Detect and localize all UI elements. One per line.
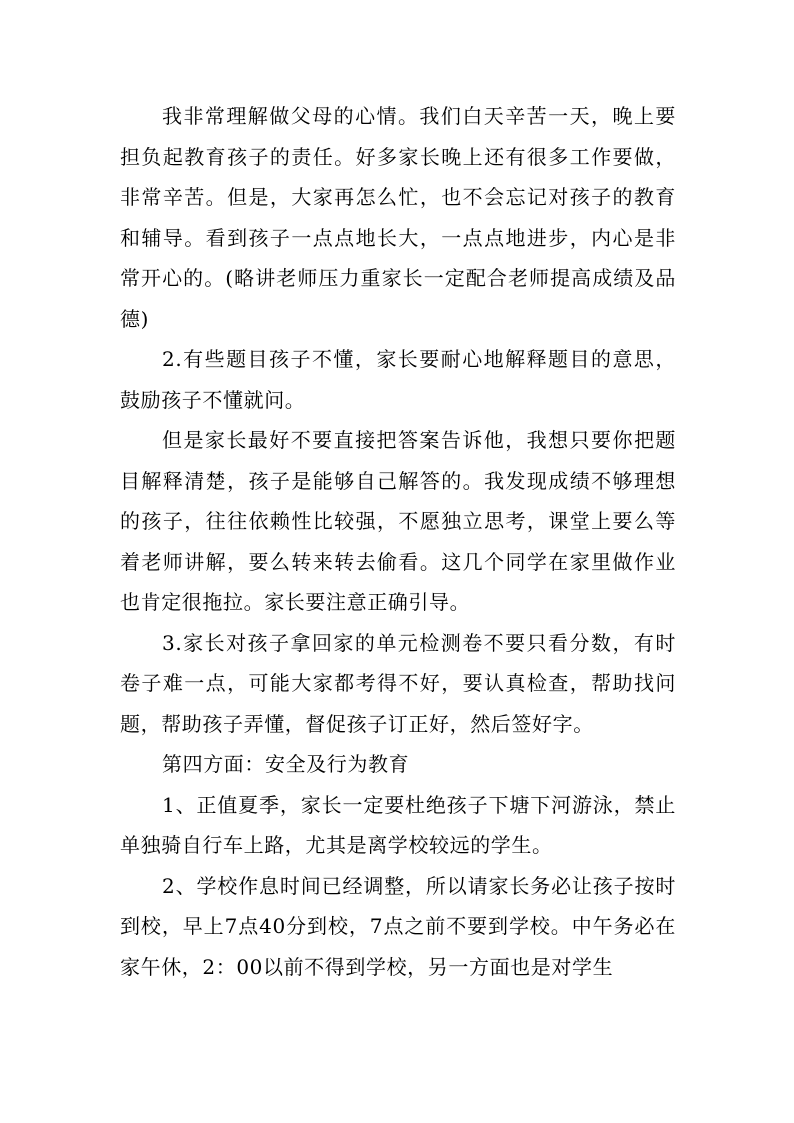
paragraph-safety-2-schedule: 2、学校作息时间已经调整，所以请家长务必让孩子按时到校，早上7点40分到校，7点之前不要到学校。中午务必在家午休，2：00以前不得到学校，另一方面也是对学生 xyxy=(120,873,676,979)
paragraph-point-3-test-papers: 3.家长对孩子拿回家的单元检测卷不要只看分数，有时卷子难一点，可能大家都考得不好，要认真检查，帮助找问题，帮助孩子弄懂，督促孩子订正好，然后签好字。 xyxy=(120,630,676,736)
section-heading-safety: 第四方面：安全及行为教育 xyxy=(162,752,410,776)
document-page xyxy=(120,96,676,987)
paragraph-parents-feelings: 我非常理解做父母的心情。我们白天辛苦一天，晚上要担负起教育孩子的责任。好多家长晚上还有很多工作要做，非常辛苦。但是，大家再怎么忙，也不会忘记对孩子的教育和辅导。看到孩子一点点地长大，一点点地进步，内心是非常开心的。(略讲老师压力重家长一定配合老师提高成绩及品德) xyxy=(120,104,676,331)
paragraph-safety-1-swimming: 1、正值夏季，家长一定要杜绝孩子下塘下河游泳，禁止单独骑自行车上路，尤其是离学校较远的学生。 xyxy=(120,792,676,857)
paragraph-point-2-explain-questions: 2.有些题目孩子不懂，家长要耐心地解释题目的意思，鼓励孩子不懂就问。 xyxy=(120,347,676,412)
paragraph-no-direct-answers: 但是家长最好不要直接把答案告诉他，我想只要你把题目解释清楚，孩子是能够自己解答的。我发现成绩不够理想的孩子，往往依赖性比较强，不愿独立思考，课堂上要么等着老师讲解，要么转来转去偷看。这几个同学在家里做作业也肯定很拖拉。家长要注意正确引导。 xyxy=(120,428,676,614)
